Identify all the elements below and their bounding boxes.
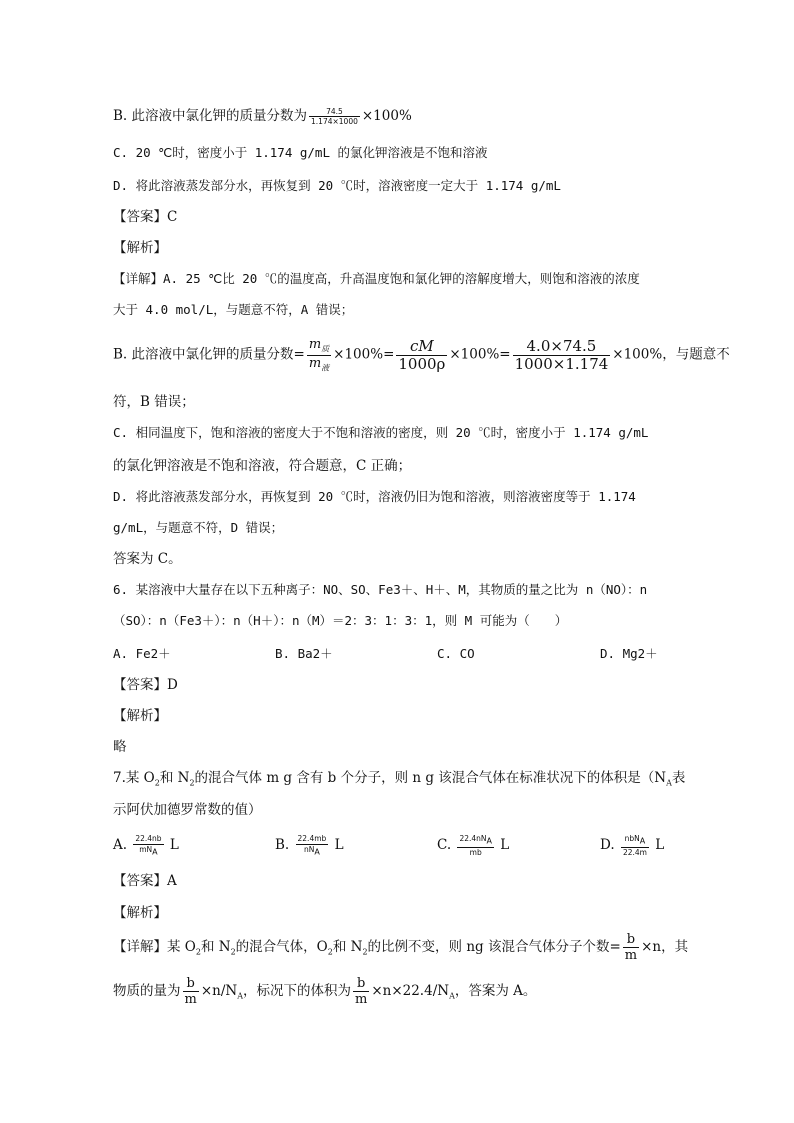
text: ×n，其 <box>641 939 689 955</box>
q7-stem-line2: 示阿伏加德罗常数的值） <box>113 802 262 818</box>
text: ×100% <box>361 108 412 124</box>
q6-option-d: D. Mg2＋ <box>600 646 658 661</box>
unit: L <box>334 837 344 853</box>
subscript: A <box>486 836 492 846</box>
q5-conclusion: 答案为 C。 <box>113 551 182 567</box>
subscript: 2 <box>189 778 195 788</box>
denominator: mb <box>469 847 482 857</box>
text: B. 此溶液中氯化钾的质量分数= <box>113 346 305 363</box>
q6-option-c: C. CO <box>437 646 475 661</box>
subscript: 2 <box>230 947 236 957</box>
text: ，答案为 A。 <box>454 983 537 999</box>
subscript: A <box>449 991 455 1001</box>
text: 的混合气体，O <box>235 939 328 955</box>
subscript: A <box>152 847 158 856</box>
q6-answer: 【答案】D <box>113 677 178 693</box>
text: B. 此溶液中氯化钾的质量分数为 <box>113 108 308 124</box>
subscript: A <box>639 836 646 846</box>
q5-detail-d-line1: D. 将此溶液蒸发部分水，再恢复到 20 ℃时，溶液仍旧为饱和溶液，则溶液密度等于 1.174 <box>113 489 636 504</box>
text: ，标况下的体积为 <box>242 983 351 999</box>
text: 表 <box>671 770 686 786</box>
q5-detail-b-line2: 符，B 错误； <box>113 394 195 410</box>
q5-option-b <box>113 106 412 126</box>
text: 7.某 O <box>113 770 155 786</box>
unit: L <box>655 837 665 853</box>
text: 和 N <box>159 770 190 786</box>
q7-option-a <box>113 835 179 856</box>
q7-stem-line1 <box>113 768 685 794</box>
denominator: m <box>354 992 368 1007</box>
denominator: m <box>184 992 197 1007</box>
subscript: A <box>666 778 672 788</box>
q5-detail-c-line2: 的氯化钾溶液是不饱和溶液，符合题意，C 正确； <box>113 458 412 474</box>
denominator: 1000×1.174 <box>514 354 609 373</box>
text: 和 N <box>332 939 363 955</box>
text: ×n/N <box>200 983 238 999</box>
subscript: 2 <box>362 947 368 957</box>
numerator: m <box>308 337 322 352</box>
option-label: D. <box>600 837 615 853</box>
subscript: 2 <box>154 778 160 788</box>
unit: L <box>169 837 179 853</box>
q7-option-b <box>275 835 344 856</box>
q6-analysis-heading: 【解析】 <box>113 708 167 724</box>
denominator: mN <box>139 844 153 854</box>
q7-option-d <box>600 835 664 856</box>
fraction-b-over-m <box>183 977 199 1006</box>
q6-stem-line2: （SO）：n（Fe3＋）：n（H＋）：n（M）＝2：3：1：3：1，则 M 可能为（ ） <box>113 613 568 628</box>
subscript: 2 <box>195 947 201 957</box>
fraction <box>309 108 360 126</box>
text: ×100%= <box>449 346 511 363</box>
fraction-b-over-m <box>623 933 639 962</box>
fraction <box>133 835 163 856</box>
q7-detail-line2 <box>113 977 536 1007</box>
numerator: cM <box>396 339 447 356</box>
text: ×n×22.4/N <box>371 983 450 999</box>
text: ×100%，与题意不 <box>612 346 730 363</box>
text: 物质的量为 <box>113 983 181 999</box>
q7-answer: 【答案】A <box>113 873 177 889</box>
option-label: C. <box>437 837 452 853</box>
fraction-b-over-m <box>353 977 369 1006</box>
q5-detail-d-line2: g/mL，与题意不符，D 错误； <box>113 520 284 535</box>
text: ×100%= <box>333 346 395 363</box>
q7-detail-line1 <box>113 933 688 963</box>
denominator: 1.174×1000 <box>311 117 358 126</box>
subscript: 质 <box>321 344 330 354</box>
text: 的混合气体 m g 含有 b 个分子，则 n g 该混合气体在标准状况下的体积是（N <box>194 770 667 786</box>
denominator: m <box>308 355 322 371</box>
numerator: b <box>353 977 369 992</box>
text: 【详解】某 O <box>113 939 196 955</box>
q6-stem-line1: 6. 某溶液中大量存在以下五种离子：NO、SO、Fe3＋、H＋、M，其物质的量之比为 n（NO）：n <box>113 582 648 597</box>
q5-answer: 【答案】C <box>113 209 178 225</box>
q6-option-a: A. Fe2＋ <box>113 646 171 661</box>
q7-analysis-heading: 【解析】 <box>113 905 167 921</box>
subscript: 2 <box>327 947 333 957</box>
numerator: 22.4nb <box>135 834 162 843</box>
q5-detail-a-line2: 大于 4.0 mol/L，与题意不符，A 错误； <box>113 302 354 317</box>
fraction <box>621 835 649 856</box>
option-label: A. <box>113 837 128 853</box>
numerator: nbN <box>624 834 640 843</box>
text: 和 N <box>200 939 231 955</box>
denominator: nN <box>303 844 315 854</box>
denominator: 22.4m <box>622 847 647 857</box>
numerator: b <box>623 933 639 948</box>
q5-analysis-heading: 【解析】 <box>113 240 167 256</box>
numerator: 22.4nN <box>459 834 487 843</box>
numerator: 22.4mb <box>297 834 327 843</box>
subscript: A <box>314 847 320 856</box>
fraction-cm <box>396 336 447 373</box>
q5-detail-b-line1 <box>113 338 730 372</box>
fraction-mass <box>307 338 331 372</box>
q5-option-d: D. 将此溶液蒸发部分水，再恢复到 20 ℃时，溶液密度一定大于 1.174 g/mL <box>113 178 561 193</box>
fraction <box>457 835 494 856</box>
numerator: 74.5 <box>309 108 360 118</box>
q5-detail-c-line1: C. 相同温度下，饱和溶液的密度大于不饱和溶液的密度，则 20 ℃时，密度小于 1.174 g/mL <box>113 425 649 440</box>
fraction <box>296 835 329 856</box>
q6-option-b: B. Ba2＋ <box>275 646 333 661</box>
denominator: 1000ρ <box>398 354 446 373</box>
option-label: B. <box>275 837 290 853</box>
q6-brief: 略 <box>113 739 127 755</box>
numerator: 4.0×74.5 <box>513 339 611 356</box>
subscript: A <box>237 991 243 1001</box>
denominator: m <box>624 948 638 963</box>
q5-option-c: C. 20 ℃时，密度小于 1.174 g/mL 的氯化钾溶液是不饱和溶液 <box>113 145 488 160</box>
q5-detail-a-line1: 【详解】A. 25 ℃比 20 ℃的温度高，升高温度饱和氯化钾的溶解度增大，则饱和溶液的浓度 <box>113 271 640 286</box>
text: 的比例不变，则 ng 该混合气体分子个数= <box>367 939 621 955</box>
q7-option-c <box>437 835 509 856</box>
subscript: 液 <box>321 363 330 373</box>
numerator: b <box>183 977 199 992</box>
fraction-numeric <box>513 336 611 373</box>
unit: L <box>500 837 510 853</box>
